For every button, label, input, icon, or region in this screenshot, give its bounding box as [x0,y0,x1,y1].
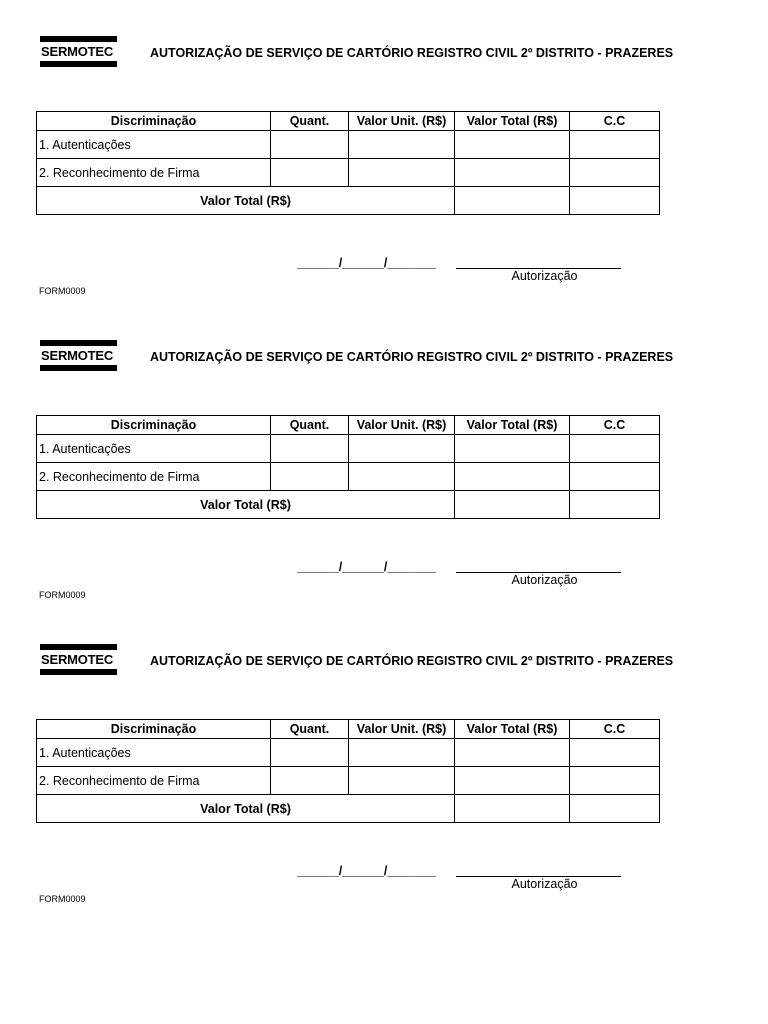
valor-total-cell[interactable] [455,767,570,795]
logo-bar-top [40,36,117,42]
col-header-cc: C.C [570,416,660,435]
cc-cell[interactable] [570,131,660,159]
row-label: 2. Reconhecimento de Firma [37,463,271,491]
table-row [37,739,660,767]
total-label: Valor Total (R$) [37,187,455,215]
row-label: 1. Autenticações [37,435,271,463]
logo-bar-bottom [40,61,117,67]
form-title: AUTORIZAÇÃO DE SERVIÇO DE CARTÓRIO REGISTRO CIVIL 2º DISTRITO - PRAZERES [150,654,674,668]
sermotec-logo [40,644,117,676]
table-row [37,463,660,491]
logo-text: SERMOTEC [41,348,114,363]
valor-unit-cell[interactable] [349,463,455,491]
valor-total-cell[interactable] [455,739,570,767]
cc-cell[interactable] [570,435,660,463]
table-total-row [37,795,660,823]
valor-unit-cell[interactable] [349,131,455,159]
quant-cell[interactable] [271,159,349,187]
table-total-row [37,491,660,519]
sermotec-logo [40,340,117,372]
total-cc-cell[interactable] [570,795,660,823]
form-code: FORM0009 [39,894,86,904]
valor-total-cell[interactable] [455,463,570,491]
row-label: 2. Reconhecimento de Firma [37,159,271,187]
row-label: 2. Reconhecimento de Firma [37,767,271,795]
date-field[interactable]: ______/______/_______ [297,256,437,270]
col-header-cc: C.C [570,720,660,739]
valor-unit-cell[interactable] [349,767,455,795]
service-table [36,111,660,215]
table-total-row [37,187,660,215]
service-form-2 [0,304,768,608]
table-row [37,435,660,463]
col-header-valor-total: Valor Total (R$) [455,112,570,131]
col-header-discriminacao: Discriminação [37,416,271,435]
col-header-valor-unit: Valor Unit. (R$) [349,416,455,435]
col-header-quant: Quant. [271,720,349,739]
total-value-cell[interactable] [455,795,570,823]
total-value-cell[interactable] [455,187,570,215]
signature-label: Autorização [511,573,578,587]
date-field[interactable]: ______/______/_______ [297,560,437,574]
sermotec-logo [40,36,117,68]
logo-text: SERMOTEC [41,44,114,59]
row-label: 1. Autenticações [37,131,271,159]
cc-cell[interactable] [570,767,660,795]
col-header-quant: Quant. [271,416,349,435]
col-header-valor-total: Valor Total (R$) [455,416,570,435]
col-header-discriminacao: Discriminação [37,112,271,131]
form-title: AUTORIZAÇÃO DE SERVIÇO DE CARTÓRIO REGISTRO CIVIL 2º DISTRITO - PRAZERES [150,350,674,364]
total-label: Valor Total (R$) [37,795,455,823]
total-cc-cell[interactable] [570,491,660,519]
valor-total-cell[interactable] [455,435,570,463]
service-form-1 [0,0,768,304]
logo-bar-top [40,644,117,650]
service-form-3 [0,608,768,912]
valor-unit-cell[interactable] [349,435,455,463]
table-header-row [37,720,660,739]
table-header-row [37,112,660,131]
table-row [37,131,660,159]
quant-cell[interactable] [271,739,349,767]
service-table [36,719,660,823]
form-code: FORM0009 [39,590,86,600]
quant-cell[interactable] [271,435,349,463]
valor-unit-cell[interactable] [349,739,455,767]
quant-cell[interactable] [271,131,349,159]
total-label: Valor Total (R$) [37,491,455,519]
total-cc-cell[interactable] [570,187,660,215]
cc-cell[interactable] [570,463,660,491]
logo-bar-bottom [40,669,117,675]
signature-label: Autorização [511,269,578,283]
valor-total-cell[interactable] [455,131,570,159]
total-value-cell[interactable] [455,491,570,519]
col-header-valor-total: Valor Total (R$) [455,720,570,739]
logo-bar-bottom [40,365,117,371]
quant-cell[interactable] [271,767,349,795]
form-title: AUTORIZAÇÃO DE SERVIÇO DE CARTÓRIO REGISTRO CIVIL 2º DISTRITO - PRAZERES [150,46,674,60]
col-header-cc: C.C [570,112,660,131]
table-row [37,767,660,795]
logo-bar-top [40,340,117,346]
valor-total-cell[interactable] [455,159,570,187]
table-header-row [37,416,660,435]
valor-unit-cell[interactable] [349,159,455,187]
col-header-valor-unit: Valor Unit. (R$) [349,112,455,131]
date-field[interactable]: ______/______/_______ [297,864,437,878]
logo-text: SERMOTEC [41,652,114,667]
row-label: 1. Autenticações [37,739,271,767]
signature-label: Autorização [511,877,578,891]
cc-cell[interactable] [570,739,660,767]
col-header-valor-unit: Valor Unit. (R$) [349,720,455,739]
table-row [37,159,660,187]
col-header-discriminacao: Discriminação [37,720,271,739]
cc-cell[interactable] [570,159,660,187]
form-code: FORM0009 [39,286,86,296]
col-header-quant: Quant. [271,112,349,131]
quant-cell[interactable] [271,463,349,491]
service-table [36,415,660,519]
